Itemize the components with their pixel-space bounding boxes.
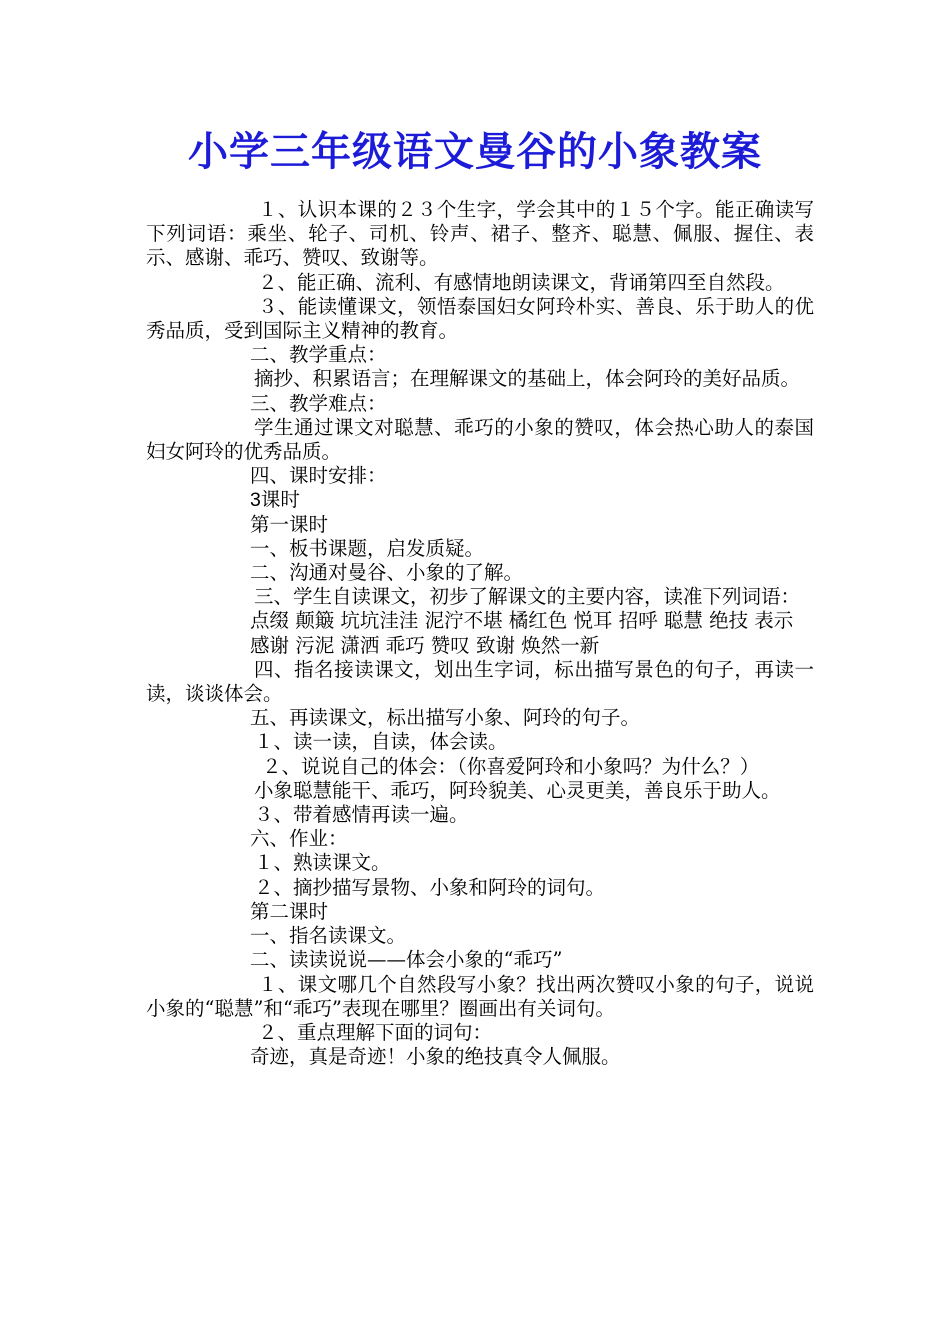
paragraph: 一、指名读课文。 — [250, 924, 407, 948]
paragraph: 六、作业： — [250, 827, 348, 851]
paragraph: 五、再读课文，标出描写小象、阿玲的句子。 — [250, 706, 641, 730]
page-title: 小学三年级语文曼谷的小象教案 — [188, 129, 762, 175]
paragraph: １、课文哪几个自然段写小象？找出两次赞叹小象的句子，说说小象的“聪慧”和“乖巧”表现在哪里？圈画出有关词句。 — [146, 972, 814, 1020]
paragraph: 第一课时 — [250, 512, 329, 536]
paragraph: 点缀 颠簸 坑坑洼洼 泥泞不堪 橘红色 悦耳 招呼 聪慧 绝技 表示 感谢 污泥 潇洒 乖巧 赞叹 致谢 焕然一新 — [250, 609, 794, 657]
paragraph: ２、能正确、流利、有感情地朗读课文，背诵第四至自然段。 — [258, 270, 785, 294]
paragraph: 二、教学重点： — [250, 343, 387, 367]
paragraph: ２、说说自己的体会：（你喜爱阿玲和小象吗？为什么？） — [262, 754, 760, 778]
paragraph: ３、带着感情再读一遍。 — [254, 803, 469, 827]
paragraph: 二、沟通对曼谷、小象的了解。 — [250, 561, 524, 585]
paragraph: １、熟读课文。 — [254, 851, 391, 875]
paragraph: 四、课时安排： — [250, 464, 387, 488]
paragraph: １、认识本课的２３个生字，学会其中的１５个字。能正确读写下列词语：乘坐、轮子、司机、铃声、裙子、整齐、聪慧、佩服、握住、表示、感谢、乖巧、赞叹、致谢等。 — [146, 198, 814, 270]
paragraph: 3课时 — [250, 489, 300, 512]
paragraph: ３、能读懂课文，领悟泰国妇女阿玲朴实、善良、乐于助人的优秀品质，受到国际主义精神的教育。 — [146, 294, 814, 343]
paragraph: 奇迹，真是奇迹！小象的绝技真令人佩服。 — [250, 1045, 621, 1069]
paragraph: 第二课时 — [250, 899, 329, 923]
paragraph: ２、重点理解下面的词句： — [258, 1020, 493, 1044]
paragraph: 摘抄、积累语言；在理解课文的基础上，体会阿玲的美好品质。 — [254, 367, 801, 391]
paragraph: 小象聪慧能干、乖巧，阿玲貌美、心灵更美，善良乐于助人。 — [254, 778, 781, 802]
paragraph: 一、板书课题，启发质疑。 — [250, 536, 485, 560]
paragraph: 三、教学难点： — [250, 391, 387, 415]
document-body — [146, 198, 814, 1069]
paragraph: 四、指名接读课文，划出生字词，标出描写景色的句子，再读一读，谈谈体会。 — [146, 657, 814, 706]
paragraph: 三、学生自读课文，初步了解课文的主要内容，读准下列词语： — [254, 585, 801, 609]
paragraph: 学生通过课文对聪慧、乖巧的小象的赞叹，体会热心助人的泰国妇女阿玲的优秀品质。 — [146, 415, 814, 464]
paragraph: ２、摘抄描写景物、小象和阿玲的词句。 — [254, 875, 606, 899]
paragraph: １、读一读，自读，体会读。 — [254, 730, 508, 754]
paragraph: 二、读读说说——体会小象的“乖巧” — [250, 948, 563, 972]
